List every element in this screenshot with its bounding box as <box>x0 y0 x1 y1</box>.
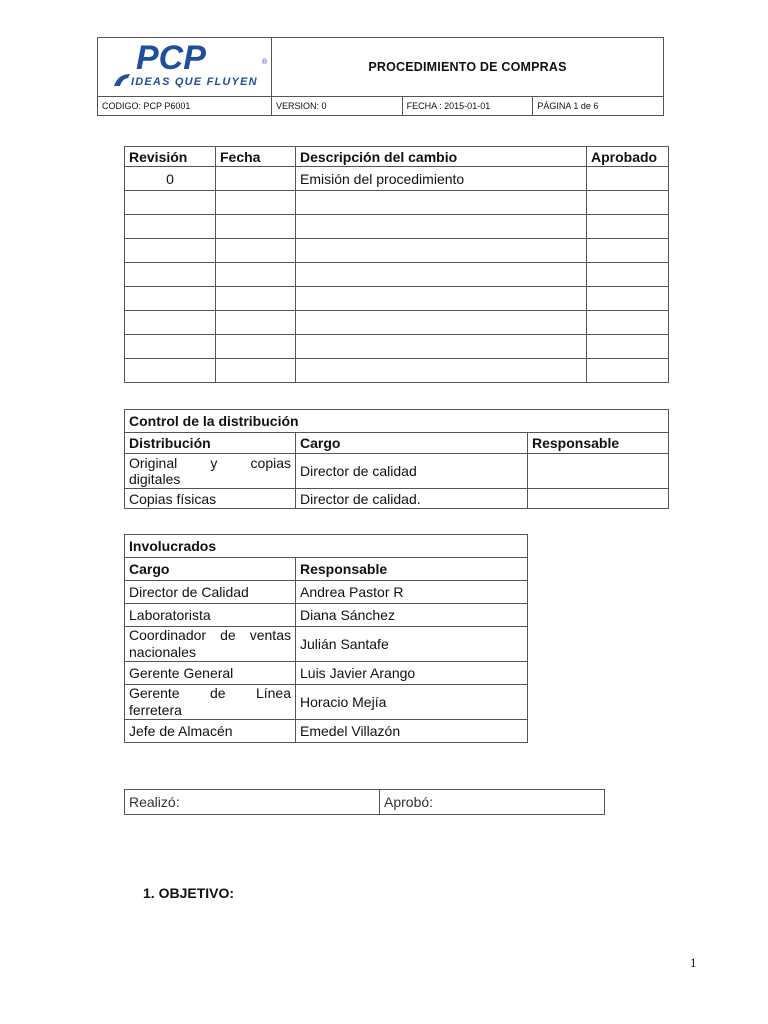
table-cell <box>216 335 296 359</box>
aprobo-field: Aprobó: <box>380 790 605 815</box>
table-cell <box>216 263 296 287</box>
signature-table <box>124 789 605 815</box>
table-row <box>125 215 669 239</box>
involved-table <box>124 534 528 743</box>
table-cell <box>216 215 296 239</box>
table-row <box>125 685 528 720</box>
table-cell <box>216 359 296 383</box>
table-row <box>125 489 669 509</box>
cell-word: Original <box>129 455 178 471</box>
table-row <box>125 720 528 743</box>
table-cell <box>296 191 587 215</box>
table-row <box>125 604 528 627</box>
col-header-distribucion: Distribución <box>125 433 296 454</box>
table-cell <box>125 287 216 311</box>
cell-word: Gerente <box>129 685 180 701</box>
table-row <box>125 287 669 311</box>
table-cell <box>528 454 669 489</box>
table-row <box>125 335 669 359</box>
doc-date: FECHA : 2015-01-01 <box>402 97 533 116</box>
col-header-fecha: Fecha <box>216 147 296 167</box>
involved-title: Involucrados <box>125 535 528 558</box>
cell-word: ventas <box>249 627 291 643</box>
col-header-responsable: Responsable <box>528 433 669 454</box>
doc-version: VERSION: 0 <box>272 97 403 116</box>
table-row <box>125 191 669 215</box>
justified-line <box>129 455 291 471</box>
cell-word: Coordinador <box>129 627 207 643</box>
table-cell <box>296 287 587 311</box>
table-cell <box>296 359 587 383</box>
table-row <box>125 167 669 191</box>
table-cell <box>296 239 587 263</box>
table-row <box>125 581 528 604</box>
table-row <box>125 662 528 685</box>
table-cell: Julián Santafe <box>296 627 528 662</box>
logo-tagline: IDEAS QUE FLUYEN <box>131 76 258 88</box>
section-heading: 1. OBJETIVO: <box>143 885 235 901</box>
col-header-aprobado: Aprobado <box>587 147 669 167</box>
table-cell: Emisión del procedimiento <box>296 167 587 191</box>
table-cell <box>296 335 587 359</box>
revision-header-row <box>125 147 669 167</box>
table-cell <box>587 191 669 215</box>
table-cell <box>296 263 587 287</box>
table-cell: 0 <box>125 167 216 191</box>
table-cell <box>587 335 669 359</box>
justified-line <box>129 685 291 702</box>
table-cell <box>587 359 669 383</box>
table-cell: Copias físicas <box>125 489 296 509</box>
table-cell <box>125 335 216 359</box>
col-header-descripcion: Descripción del cambio <box>296 147 587 167</box>
table-cell <box>587 239 669 263</box>
doc-code: CODIGO: PCP P6001 <box>98 97 272 116</box>
table-cell <box>125 454 296 489</box>
table-cell <box>125 311 216 335</box>
table-cell: Laboratorista <box>125 604 296 627</box>
table-cell <box>125 263 216 287</box>
table-cell: Director de calidad. <box>296 489 528 509</box>
table-cell <box>587 311 669 335</box>
table-row <box>125 263 669 287</box>
page-number: 1 <box>690 955 697 970</box>
table-cell <box>296 215 587 239</box>
table-cell <box>587 287 669 311</box>
table-row <box>125 239 669 263</box>
table-cell <box>216 167 296 191</box>
table-cell <box>587 215 669 239</box>
cell-word: de <box>209 685 226 701</box>
distribution-title: Control de la distribución <box>125 410 669 433</box>
table-row <box>125 359 669 383</box>
table-cell: Luis Javier Arango <box>296 662 528 685</box>
table-cell <box>528 489 669 509</box>
table-cell: Horacio Mejía <box>296 685 528 720</box>
cell-line: digitales <box>129 471 181 487</box>
table-cell: Director de Calidad <box>125 581 296 604</box>
col-header-cargo: Cargo <box>296 433 528 454</box>
cell-word: de <box>220 627 236 643</box>
table-cell: Emedel Villazón <box>296 720 528 743</box>
table-cell: Jefe de Almacén <box>125 720 296 743</box>
table-cell <box>296 311 587 335</box>
table-cell <box>216 239 296 263</box>
table-cell: Gerente General <box>125 662 296 685</box>
col-header-responsable: Responsable <box>296 558 528 581</box>
logo-wordmark: PCP <box>136 39 206 77</box>
table-cell <box>125 239 216 263</box>
table-cell <box>587 167 669 191</box>
realizo-field: Realizó: <box>125 790 380 815</box>
table-row <box>125 627 528 662</box>
table-cell <box>125 685 296 720</box>
cell-word: copias <box>250 455 291 471</box>
cell-line: nacionales <box>129 644 196 660</box>
pcp-logo <box>98 38 271 96</box>
col-header-revision: Revisión <box>125 147 216 167</box>
table-cell <box>216 287 296 311</box>
table-cell <box>125 627 296 662</box>
cell-word: y <box>210 455 218 471</box>
table-cell: Diana Sánchez <box>296 604 528 627</box>
justified-line <box>129 627 291 644</box>
distribution-table <box>124 409 669 509</box>
table-cell: Andrea Pastor R <box>296 581 528 604</box>
registered-mark: ® <box>262 59 268 66</box>
table-cell <box>125 191 216 215</box>
table-row <box>125 311 669 335</box>
doc-page: PÁGINA 1 de 6 <box>533 97 664 116</box>
col-header-cargo: Cargo <box>125 558 296 581</box>
revision-table <box>124 146 669 383</box>
table-row <box>125 454 669 489</box>
table-cell <box>587 263 669 287</box>
table-cell <box>125 215 216 239</box>
table-cell <box>125 359 216 383</box>
doc-title: PROCEDIMIENTO DE COMPRAS <box>272 38 664 97</box>
table-cell <box>216 191 296 215</box>
table-cell: Director de calidad <box>296 454 528 489</box>
logo-cell <box>98 38 272 97</box>
cell-word: Línea <box>255 685 291 701</box>
cell-line: ferretera <box>129 702 182 718</box>
document-header <box>97 37 664 116</box>
table-cell <box>216 311 296 335</box>
